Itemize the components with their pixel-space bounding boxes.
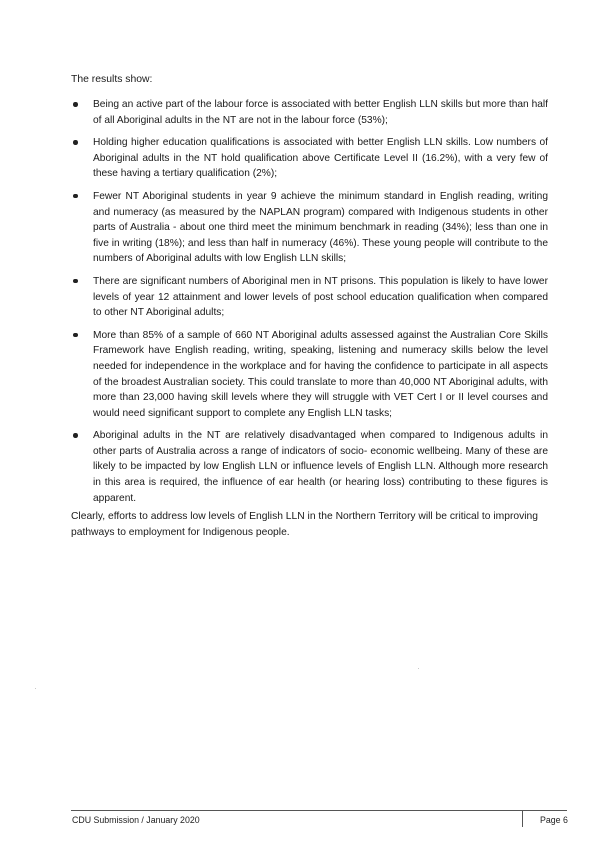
footer-divider [71,810,567,811]
list-item [71,97,548,128]
bullet-icon [73,102,78,107]
list-item [71,428,548,506]
intro-text: The results show: [71,74,153,85]
list-item [71,274,548,321]
footer-separator [522,810,523,827]
bullet-icon [73,333,78,338]
scan-speck [418,668,419,669]
page-number: Page 6 [540,815,568,825]
bullet-icon [73,194,78,199]
list-item [71,135,548,182]
closing-paragraph: Clearly, efforts to address low levels of English LLN in the Northern Territory will be critical to improving pathways to employment for Indigenous people. [71,511,538,538]
list-item-text: More than 85% of a sample of 660 NT Aboriginal adults assessed against the Australian Core Skills Framework have English reading, writing, speaking, listening and numeracy skills below the level needed for independence in the workplace and for having the confidence to participate in all aspects of the broadest Australian society. This could translate to more than 40,000 NT Aboriginal adults, with more than 23,000 having skill levels where they will struggle with VET Cert I or II level courses and would need significant support to complete any English LLN tasks; [93,329,548,419]
list-item-text: Holding higher education qualifications is associated with better English LLN skills. Low numbers of Aboriginal adults in the NT hold qualification above Certificate Level II (16.2%), with a very few of these having a tertiary qualification (2%); [93,137,548,180]
list-item-text: There are significant numbers of Aboriginal men in NT prisons. This population is likely to have lower levels of year 12 attainment and lower levels of post school education qualification when compared to other NT Aboriginal adults; [93,275,548,319]
scan-speck [35,688,36,689]
list-item-text: Being an active part of the labour force is associated with better English LLN skills but more than half of all Aboriginal adults in the NT are not in the labour force (53%); [93,99,548,126]
results-list [71,97,548,513]
list-item-text: Fewer NT Aboriginal students in year 9 achieve the minimum standard in English reading, writing and numeracy (as measured by the NAPLAN program) compared with Indigenous students in other parts of Australia - about one third meet the minimum benchmark in reading (34%); less than one in five in writing (18%); and less than half in numeracy (46%). These young people will contribute to the numbers of Aboriginal adults with low English LLN skills; [93,190,548,265]
list-item [71,328,548,422]
bullet-icon [73,433,78,438]
bullet-icon [73,140,78,145]
bullet-icon [73,279,78,284]
footer-document-label: CDU Submission / January 2020 [72,815,200,825]
list-item [71,189,548,267]
list-item-text: Aboriginal adults in the NT are relatively disadvantaged when compared to Indigenous adults in other parts of Australia across a range of indicators of socio- economic wellbeing. Many of these are likely to be impacted by low English LLN or influence levels of English LLN. Although more research in this area is required, the influence of ear health (or hearing loss) contributing to these figures is apparent. [93,430,548,504]
